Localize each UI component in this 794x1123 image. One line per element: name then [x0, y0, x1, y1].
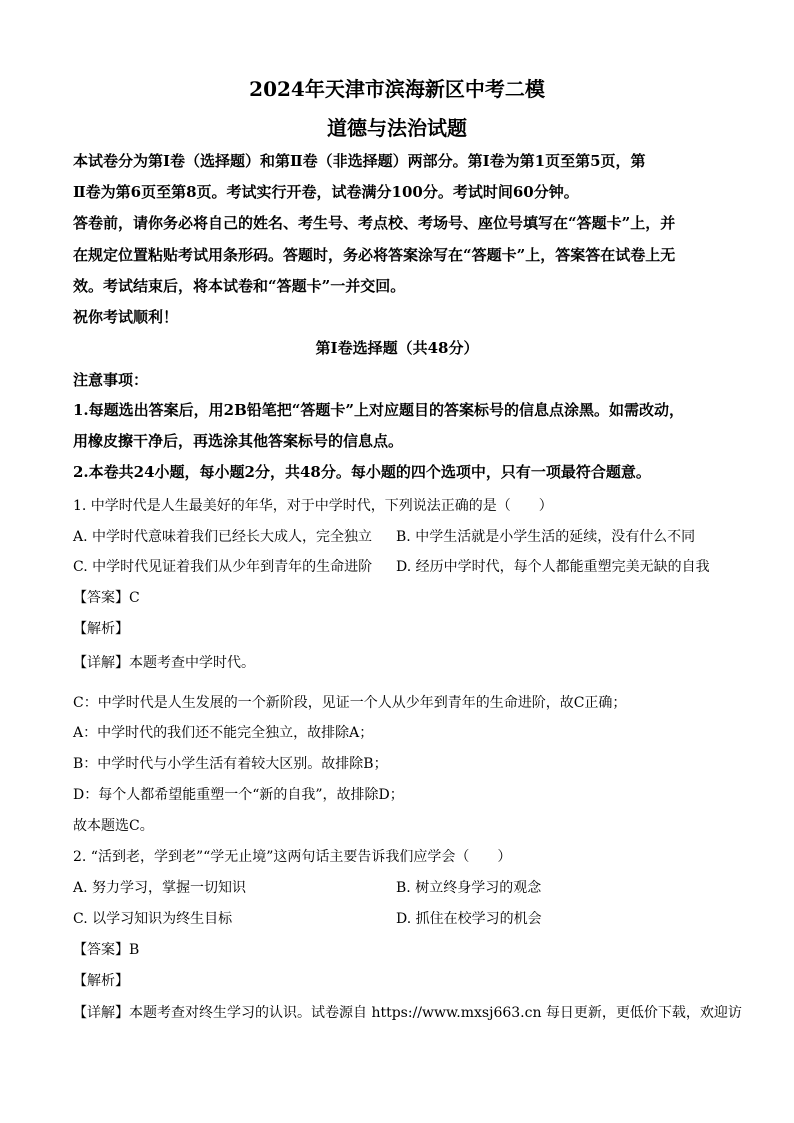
question-2-answer: 【答案】B: [73, 942, 140, 958]
section-title: 第Ⅰ卷选择题（共48分）: [315, 339, 479, 357]
question-2-option-b: B. 树立终身学习的观念: [396, 880, 542, 896]
question-1-option-c: C. 中学时代见证着我们从少年到青年的生命进阶: [73, 559, 373, 575]
notes-line: 2.本卷共24小题，每小题2分，共48分。每小题的四个选项中，只有一项最符合题意。: [73, 463, 651, 481]
intro-line: 答卷前，请你务必将自己的姓名、考生号、考点校、考场号、座位号填写在“答题卡”上，并: [73, 214, 676, 232]
question-1-detail: A：中学时代的我们还不能完全独立，故排除A；: [73, 725, 374, 741]
question-1-analysis-label: 【解析】: [73, 621, 129, 637]
intro-line: 效。考试结束后，将本试卷和“答题卡”一并交回。: [73, 277, 406, 295]
notes-heading: 注意事项：: [73, 371, 149, 389]
intro-line: Ⅱ卷为第6页至第8页。考试实行开卷，试卷满分100分。考试时间60分钟。: [73, 183, 579, 201]
intro-line: 在规定位置粘贴考试用条形码。答题时，务必将答案涂写在“答题卡”上，答案答在试卷上无: [73, 246, 676, 264]
question-2-stem: 2. “活到老，学到老”“学无止境”这两句话主要告诉我们应学会（ ）: [73, 849, 512, 865]
question-1-conclusion: 故本题选C。: [73, 818, 154, 834]
question-1-option-b: B. 中学生活就是小学生活的延续，没有什么不同: [396, 529, 696, 545]
document-title: 2024年天津市滨海新区中考二模: [249, 77, 545, 101]
good-luck-line: 祝你考试顺利！: [73, 308, 179, 326]
question-1-answer: 【答案】C: [73, 590, 140, 606]
question-2-option-c: C. 以学习知识为终生目标: [73, 911, 233, 927]
intro-line: 本试卷分为第Ⅰ卷（选择题）和第Ⅱ卷（非选择题）两部分。第Ⅰ卷为第1页至第5页，第: [73, 152, 646, 170]
question-2-option-d: D. 抓住在校学习的机会: [396, 911, 542, 927]
question-1-stem: 1. 中学时代是人生最美好的年华，对于中学时代，下列说法正确的是（ ）: [73, 498, 553, 514]
document-subtitle: 道德与法治试题: [327, 116, 467, 140]
question-1-detail: 【详解】本题考查中学时代。: [73, 655, 255, 671]
question-1-option-a: A. 中学时代意味着我们已经长大成人，完全独立: [73, 529, 373, 545]
question-1-detail: B：中学时代与小学生活有着较大区别。故排除B；: [73, 756, 388, 772]
notes-line: 1.每题选出答案后，用2B铅笔把“答题卡”上对应题目的答案标号的信息点涂黑。如需改动，: [73, 401, 685, 419]
question-1-detail: C：中学时代是人生发展的一个新阶段，见证一个人从少年到青年的生命进阶，故C正确；: [73, 695, 627, 711]
question-2-analysis-label: 【解析】: [73, 973, 129, 989]
question-2-detail: 【详解】本题考查对终生学习的认识。试卷源自 https://www.mxsj663.cn 每日更新，更低价下载，欢迎访: [73, 1005, 742, 1021]
question-1-option-d: D. 经历中学时代，每个人都能重塑完美无缺的自我: [396, 559, 710, 575]
question-1-detail: D：每个人都希望能重塑一个“新的自我”，故排除D；: [73, 787, 404, 803]
question-2-option-a: A. 努力学习，掌握一切知识: [73, 880, 247, 896]
notes-line: 用橡皮擦干净后，再选涂其他答案标号的信息点。: [73, 432, 404, 450]
